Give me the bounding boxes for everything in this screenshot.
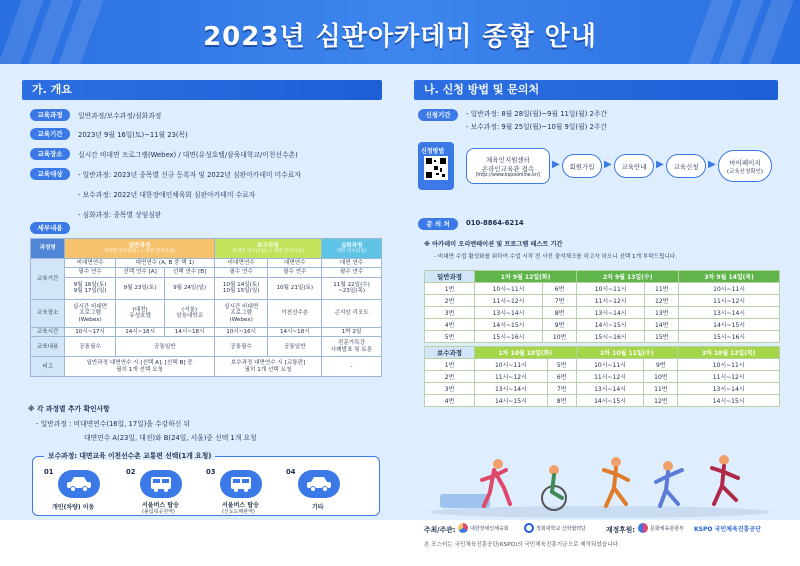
row-note-label: 비고 [31,357,65,377]
timetable-cell: 15번 [645,331,679,343]
orient-title: ※ 아카데미 오리엔테이션 및 프로그램 테스트 기간 [424,241,563,248]
timetable-cell: 1번 [425,359,475,371]
timetable-cell: 8번 [547,395,576,407]
footer-sponsor-label: 재정후원: [606,526,635,534]
bus-label-4: 기타 [312,504,324,511]
course-text: 일반과정/보수과정/심화과정 [78,112,162,120]
bus-icon [220,470,262,498]
timetable-cell: 9번 [543,319,577,331]
bus-icon [140,470,182,498]
cell: 보수과정 대면연수 시 [교통편] 필히 1개 선택 요청 [214,357,321,377]
course-label: 과정명 [31,239,65,259]
flow-step-3 [614,154,654,178]
tag-course: 교육과정 [30,109,70,121]
flow-step-3-label: 교육안내 [621,162,647,171]
schedule-table [30,238,382,377]
row-place-label: 교육장소 [31,299,65,327]
target-text-1: - 일반과정: 2023년 종목별 신규 등록자 및 2022년 심판아카데미 미수료자 [78,171,301,179]
cell: 대면연수 [268,259,322,268]
university-logo-icon [524,523,534,533]
flow-step-4-label: 교육신청 [673,162,699,171]
arrow-icon: ▶ [552,159,560,170]
cell: 11월 22일(수) ~23일(목) [322,277,382,299]
bo-head-3: 3차 10월 12일(목) [678,347,780,359]
athletes-illustration [420,440,780,518]
timetable-cell: 13시~14시 [577,307,645,319]
cell: 10월 21일(토) [268,277,322,299]
period-text: 2023년 9월 16일(토)~11월 23(목) [78,131,188,139]
cell: 10시~17시 [65,327,116,336]
bus-label-2: 서울버스 탑승 [142,502,179,509]
timetable-cell: 15시~16시 [577,331,645,343]
notice-title: ※ 각 과정별 추가 확인사항 [28,405,110,413]
cell: 필수 연수 [214,268,268,277]
bus-label-1: 개인(차량) 이동 [52,504,95,511]
cell: 선택 연수 [B] [165,268,214,277]
footer-note: 본 포스터는 국민체육진흥공단(KSPO)의 국민체육진흥기금으로 제작되었습니다. [424,542,620,548]
timetable-cell: 11번 [644,383,678,395]
cell: 전문가특강 사례발표 및 토론 [322,337,382,357]
timetable-cell: 14시~15시 [475,319,543,331]
cell: 14시~18시 [115,327,164,336]
timetable-cell: 9번 [644,359,678,371]
bus-num-3: 03 [206,468,216,476]
timetable-cell: 10시~11시 [678,359,780,371]
timetable-cell: 8번 [543,307,577,319]
flow-step-1-line2: 온라인교육관 접속 [481,164,535,173]
timetable-cell: 2번 [425,371,475,383]
timetable-cell: 4번 [425,319,475,331]
gen-head-2: 2차 9월 13일(수) [577,271,679,283]
timetable-cell: 10시~11시 [475,283,543,295]
timetable-cell: 13시~14시 [475,307,543,319]
timetable-cell: 14시~15시 [678,395,780,407]
orientation-table-bosu [424,346,780,407]
cell: (서울) 삼육대학교 [165,299,214,327]
notice-line-1: - 일반과정 : 비대면연수(16일, 17일)을 수강하신 뒤 [36,420,191,428]
timetable-cell: 10시~11시 [576,359,644,371]
section-apply-header: 나. 신청 방법 및 문의처 [414,80,778,100]
contact-phone: 010-8864-6214 [466,219,524,227]
timetable-cell: 2번 [425,295,475,307]
bus-sub-2: (올림픽공원역) [142,509,175,515]
cell: 대면연수 (A, B 중 택 1) [115,259,214,268]
timetable-cell: 3번 [425,383,475,395]
timetable-cell: 13시~14시 [678,383,780,395]
qr-code-icon[interactable] [424,156,448,180]
cell: 필수 연수 [268,268,322,277]
kpc-logo-icon [458,523,468,533]
ministry-logo-icon [638,523,648,533]
flow-step-1-url: (http://www.kspoonline.kr/) [475,172,541,178]
tag-contact: 문 의 처 [418,218,458,230]
bus-label-3: 서울버스 탑승 [222,502,259,509]
place-text: 실시간 비대면 프로그램(Webex) / 대면(유성호텔/삼육대학교/이천선수촌) [78,151,298,159]
cell: - [322,357,382,377]
page-title: 2023년 심판아카데미 종합 안내 [203,22,597,52]
tag-target: 교육대상 [30,168,70,180]
tag-detail: 세부내용 [30,222,70,234]
timetable-cell: 13시~14시 [475,383,548,395]
cell: 실시간 비대면 프로그램 (Webex) [214,299,268,327]
method-tag: 신청방법 [421,148,445,155]
car-icon [58,470,100,498]
cell: 공통필수 [214,337,268,357]
bus-title: 보수과정: 대면교육 이천선수촌 교통편 선택(1개 요청) [44,450,215,460]
cell: 일반과정 대면연수 시 [선택 A], [선택 B] 중 필히 1개 선택 요청 [65,357,215,377]
timetable-cell: 6번 [547,371,576,383]
timetable-cell: 14시~15시 [576,395,644,407]
tag-period: 교육기간 [30,128,70,140]
bo-course-head: 보수과정 비대면 연수(2일) + 대면 연수(1일) [214,239,321,259]
timetable-cell: 12번 [644,395,678,407]
arrow-icon: ▶ [656,159,664,170]
target-text-2: - 보수과정: 2022년 대한장애인체육회 심판아카데미 수료자 [78,191,256,199]
timetable-cell: 13시~14시 [679,307,780,319]
timetable-cell: 6번 [543,283,577,295]
timetable-cell: 14시~15시 [475,395,548,407]
timetable-cell: 11시~12시 [576,371,644,383]
timetable-cell: 7번 [547,383,576,395]
bus-num-4: 04 [286,468,296,476]
footer-host-label: 주최/주관: [424,526,456,534]
gen-head-1: 1차 9월 12일(화) [475,271,577,283]
row-time-label: 교육시간 [31,327,65,336]
bus-num-2: 02 [126,468,136,476]
cell: 필수 연수 [322,268,382,277]
timetable-cell: 11시~12시 [678,371,780,383]
arrow-icon: ▶ [604,159,612,170]
gen-course-head: 일반과정 비대면 연수(2일) + 대면 연수(1일) [65,239,215,259]
footer-sponsor-org1: 문화체육관광부 [650,526,684,532]
flow-step-1 [466,148,550,184]
tag-apply-period: 신청기간 [418,109,458,121]
flow-step-5-line2: (교육신청확인) [726,168,764,175]
timetable-cell: 13번 [645,307,679,319]
section-overview-header: 가. 개요 [22,80,382,100]
timetable-cell: 10번 [644,371,678,383]
flow-step-2 [562,154,602,178]
timetable-cell: 11시~12시 [679,295,780,307]
timetable-cell: 14번 [645,319,679,331]
target-text-3: - 심화과정: 종목별 상임심판 [78,211,162,219]
timetable-cell: 13시~14시 [576,383,644,395]
timetable-cell: 5번 [425,331,475,343]
timetable-cell: 15시~16시 [475,331,543,343]
cell: 비대면연수 [214,259,268,268]
cell: 9월 23일(토) [115,277,164,299]
timetable-cell: 14시~15시 [577,319,645,331]
car-icon [298,470,340,498]
timetable-cell: 15시~16시 [679,331,780,343]
arrow-icon: ▶ [708,159,716,170]
sim-course-head: 심화과정 대면 연수(2일) [322,239,382,259]
notice-line-2: 대면연수 A(23일, 대전)와 B(24일, 서울)중 선택 1개 요청 [84,434,257,442]
cell: 필수 연수 [65,268,116,277]
apply-line-1: - 일반과정: 8월 28일(월)~9월 11일(월) 2주간 [466,110,607,118]
timetable-cell: 11시~12시 [475,371,548,383]
flow-step-5-line1: 마이페이지 [729,158,761,167]
cell: 이천선수촌 [268,299,322,327]
timetable-cell: 11시~12시 [475,295,543,307]
cell: 비대면연수 [65,259,116,268]
tag-place: 교육장소 [30,148,70,160]
cell: (대전) 유성호텔 [115,299,164,327]
timetable-cell: 11번 [645,283,679,295]
orient-sub: - 비대면 수업 활성화를 위하여 수업 시작 전 사전 출석체크를 하고자 하오니 선택 1개 부탁드립니다. [434,254,677,260]
timetable-cell: 7번 [543,295,577,307]
footer-host-org2: 정회대학교 산학협력단 [536,526,586,532]
row-period-label: 교육기간 [31,259,65,300]
timetable-cell: 10시~11시 [679,283,780,295]
timetable-cell: 5번 [547,359,576,371]
timetable-cell: 1번 [425,283,475,295]
bus-num-1: 01 [44,468,54,476]
flow-step-1-line1: 체육인지원센터 [486,155,530,164]
footer-sponsor-org2: KSPO 국민체육진흥공단 [694,526,761,533]
footer-host-org1: 대한장애인체육회 [470,526,509,532]
cell: 9월 16일(토) 9월 17일(일) [65,277,116,299]
bus-sub-3: (신도도매관역) [222,509,255,515]
timetable-cell: 10번 [543,331,577,343]
flow-step-2-label: 회원가입 [569,162,595,171]
timetable-cell: 11시~12시 [577,295,645,307]
timetable-cell: 3번 [425,307,475,319]
cell: 실시간 비대면 프로그램 (Webex) [65,299,116,327]
gen-table-label: 일반과정 [425,271,475,283]
bo-table-label: 보수과정 [425,347,475,359]
cell: 선택 연수 [A] [115,268,164,277]
timetable-cell: 12번 [645,295,679,307]
cell: 14시~18시 [165,327,214,336]
cell: 9월 24일(일) [165,277,214,299]
flow-step-5 [718,150,772,182]
apply-line-2: - 보수과정: 9월 25일(월)~10월 9일(월) 2주간 [466,123,607,131]
timetable-cell: 14시~15시 [679,319,780,331]
flow-step-4 [666,154,706,178]
timetable-cell: 10시~11시 [577,283,645,295]
bo-head-2: 2차 10월 11일(수) [576,347,678,359]
timetable-cell: 10시~11시 [475,359,548,371]
cell: 공통일반 [115,337,214,357]
cell: 공통필수 [65,337,116,357]
cell: 14시~18시 [268,327,322,336]
bo-head-1: 1차 10월 10일(화) [475,347,577,359]
timetable-cell: 4번 [425,395,475,407]
row-content-label: 교육내용 [31,337,65,357]
cell: 10시~16시 [214,327,268,336]
gen-head-3: 3차 9월 14일(목) [679,271,780,283]
orientation-table-general [424,270,780,343]
cell: 1박 2일 [322,327,382,336]
cell: 공통일반 [268,337,322,357]
cell: 대면 연수 [322,259,382,268]
cell: 곤지암 리조트 [322,299,382,327]
cell: 10월 14일(토) 10월 15일(일) [214,277,268,299]
